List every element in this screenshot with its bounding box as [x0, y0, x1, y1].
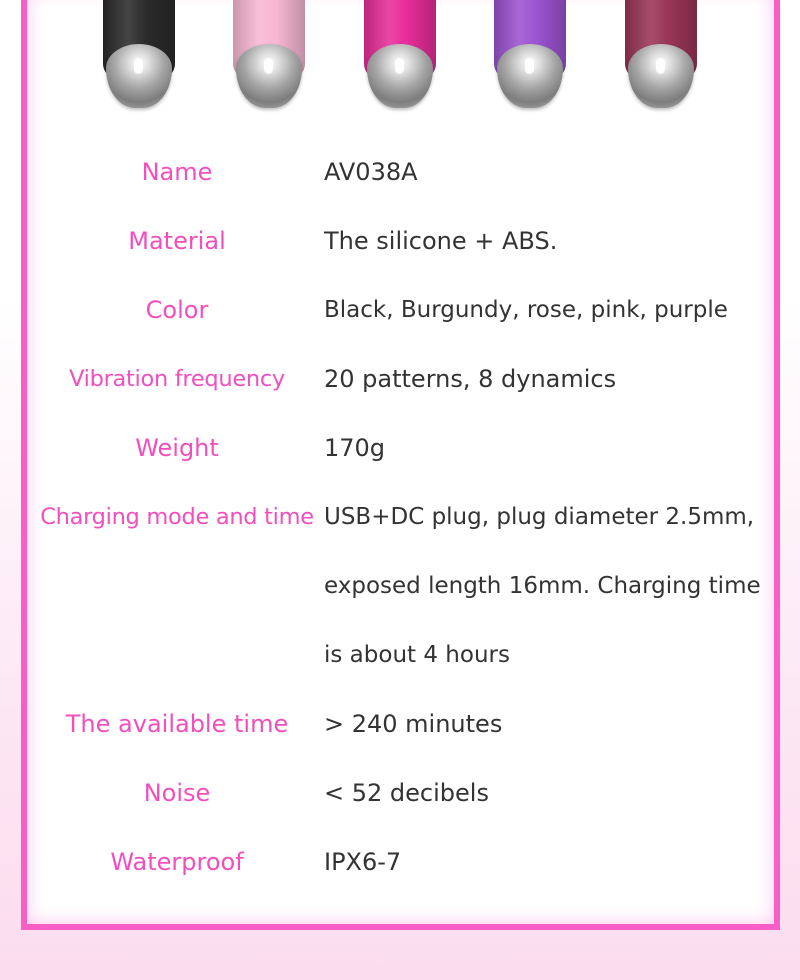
spec-label: Charging mode and time	[40, 504, 314, 530]
spec-value-line: 20 patterns, 8 dynamics	[324, 365, 617, 393]
spec-value-line: Black, Burgundy, rose, pink, purple	[324, 297, 728, 323]
spec-row-available-time	[0, 690, 800, 759]
tip-highlight	[134, 58, 143, 74]
product-vibrator-black	[100, 0, 178, 108]
spec-value-line: AV038A	[324, 158, 418, 186]
spec-row-charging	[0, 483, 800, 690]
spec-table	[0, 138, 800, 897]
product-color-lineup	[0, 0, 800, 115]
tip-highlight	[264, 58, 273, 74]
metal-tip	[497, 44, 563, 108]
spec-label: Color	[145, 296, 209, 324]
spec-value-line: < 52 decibels	[324, 779, 489, 807]
spec-value-line: USB+DC plug, plug diameter 2.5mm,	[324, 504, 755, 530]
spec-value-line: exposed length 16mm. Charging time	[324, 573, 761, 599]
spec-value-line: The silicone + ABS.	[324, 227, 558, 255]
product-vibrator-pink	[230, 0, 308, 108]
tip-highlight	[656, 58, 665, 74]
spec-value-line: is about 4 hours	[324, 642, 510, 668]
spec-row-name	[0, 138, 800, 207]
spec-label: Weight	[135, 434, 219, 462]
spec-label: The available time	[65, 710, 289, 738]
metal-tip	[236, 44, 302, 108]
spec-value	[324, 345, 800, 414]
spec-label: Material	[128, 227, 226, 255]
metal-tip	[106, 44, 172, 108]
spec-label: Name	[141, 158, 213, 186]
spec-label: Noise	[143, 779, 211, 807]
spec-value	[324, 276, 800, 345]
spec-value-line: 170g	[324, 434, 386, 462]
metal-tip	[628, 44, 694, 108]
spec-value	[324, 759, 800, 828]
spec-value	[324, 414, 800, 483]
spec-value	[324, 828, 800, 897]
spec-row-weight	[0, 414, 800, 483]
spec-value-line: > 240 minutes	[324, 710, 503, 738]
spec-row-vibration-frequency	[0, 345, 800, 414]
spec-row-waterproof	[0, 828, 800, 897]
metal-tip	[367, 44, 433, 108]
spec-value-line: IPX6-7	[324, 848, 402, 876]
tip-highlight	[525, 58, 534, 74]
product-vibrator-burgundy	[622, 0, 700, 108]
spec-value	[324, 207, 800, 276]
spec-label: Waterproof	[110, 848, 244, 876]
spec-row-noise	[0, 759, 800, 828]
product-vibrator-rose	[361, 0, 439, 108]
spec-row-material	[0, 207, 800, 276]
spec-label: Vibration frequency	[69, 366, 285, 392]
spec-value	[324, 483, 800, 690]
product-vibrator-purple	[491, 0, 569, 108]
tip-highlight	[395, 58, 404, 74]
spec-value	[324, 138, 800, 207]
spec-value	[324, 690, 800, 759]
spec-row-color	[0, 276, 800, 345]
